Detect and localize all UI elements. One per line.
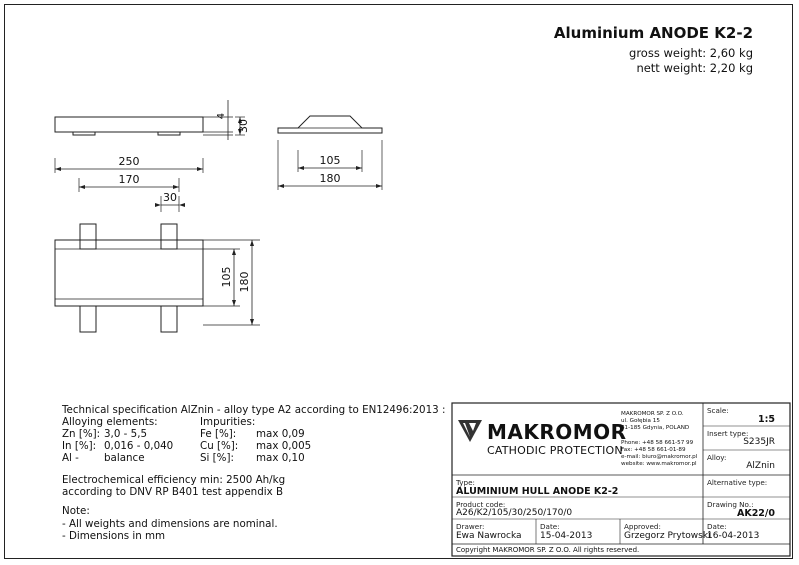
date-drawn-value: 15-04-2013	[540, 531, 593, 541]
impurities-label: Impurities:	[200, 416, 256, 428]
dimension-arrows	[55, 117, 382, 325]
address-line: 81-185 Gdynia, POLAND	[621, 425, 690, 431]
contact-line: e-mail: biuro@makromor.pl	[621, 454, 698, 460]
spec-imp-3: Si [%]:	[200, 452, 234, 464]
insert-value: S235JR	[743, 437, 775, 447]
company-address	[621, 411, 689, 432]
type-label: Type:	[456, 478, 475, 487]
company-name: MAKROMOR	[487, 420, 627, 444]
spec-heading: Technical specification AlZnin - alloy type A2 according to EN12496:2013 :	[62, 404, 446, 416]
efficiency-line-2: according to DNV RP B401 test appendix B	[62, 486, 284, 498]
dim-170: 170	[118, 173, 140, 186]
contact-line: Fax: +48 58 661-01-89	[621, 447, 686, 453]
spec-imp-1: Fe [%]:	[200, 428, 237, 440]
dim-4: 4	[216, 112, 227, 120]
efficiency-line-1: Electrochemical efficiency min: 2500 Ah/kg	[62, 474, 286, 486]
note-heading: Note:	[62, 505, 90, 517]
date-approved-value: 16-04-2013	[707, 531, 760, 541]
drawer-label: Drawer:	[456, 522, 485, 531]
note-1: - All weights and dimensions are nominal.	[62, 518, 278, 530]
insert-label: Insert type:	[707, 429, 749, 438]
dim-180-end: 180	[319, 172, 341, 185]
drawing-no-label: Drawing No.:	[707, 500, 754, 509]
company-contact	[621, 440, 697, 468]
spec-max-1: max 0,09	[256, 428, 305, 440]
spec-max-2: max 0,005	[256, 440, 312, 452]
dim-250: 250	[118, 155, 140, 168]
drawing-no-value: AK22/0	[736, 508, 775, 519]
alt-type-label: Alternative type:	[707, 478, 768, 487]
alloy-value: AlZnin	[746, 461, 775, 471]
company-division: CATHODIC PROTECTION	[487, 444, 623, 457]
gross-weight: gross weight: 2,60 kg	[629, 46, 753, 60]
spec-el-2: In [%]:	[62, 440, 97, 452]
drawing-title: Aluminium ANODE K2-2	[553, 24, 753, 42]
contact-line: website: www.makromor.pl	[621, 461, 697, 467]
product-code-label: Product code:	[456, 500, 506, 509]
copyright-notice: Copyright MAKROMOR SP. Z O.O. All rights reserved.	[456, 546, 640, 554]
approved-value: Grzegorz Prytowski	[624, 531, 711, 541]
makromor-logo-icon	[457, 417, 483, 443]
dim-105-plan: 105	[220, 266, 233, 288]
dim-30-side: 30	[237, 119, 250, 133]
spec-el-3: Al -	[62, 452, 79, 464]
drawer-value: Ewa Nawrocka	[456, 531, 522, 541]
dim-105-end: 105	[319, 154, 341, 167]
spec-imp-2: Cu [%]:	[200, 440, 239, 452]
spec-range-2: 0,016 - 0,040	[104, 440, 174, 452]
date-drawn-label: Date:	[540, 522, 560, 531]
address-line: MAKROMOR SP. Z O.O.	[621, 411, 684, 417]
product-code-value: A26/K2/105/30/250/170/0	[456, 508, 573, 518]
contact-line: Phone: +48 58 661-57 99	[621, 440, 694, 446]
alloy-label: Alloy:	[707, 453, 727, 462]
scale-value: 1:5	[757, 414, 775, 425]
nett-weight: nett weight: 2,20 kg	[636, 61, 753, 75]
scale-label: Scale:	[707, 406, 729, 415]
type-value: ALUMINIUM HULL ANODE K2-2	[456, 486, 619, 497]
address-line: ul. Gołębia 15	[621, 418, 660, 424]
spec-range-3: balance	[104, 452, 145, 464]
approved-label: Approved:	[624, 522, 661, 531]
note-2: - Dimensions in mm	[62, 530, 166, 542]
spec-max-3: max 0,10	[256, 452, 305, 464]
alloying-label: Alloying elements:	[62, 416, 158, 428]
spec-el-1: Zn [%]:	[62, 428, 101, 440]
date-approved-label: Date:	[707, 522, 727, 531]
dim-180-plan: 180	[238, 271, 251, 293]
dim-30-insert: 30	[163, 191, 177, 204]
spec-range-1: 3,0 - 5,5	[104, 428, 148, 440]
